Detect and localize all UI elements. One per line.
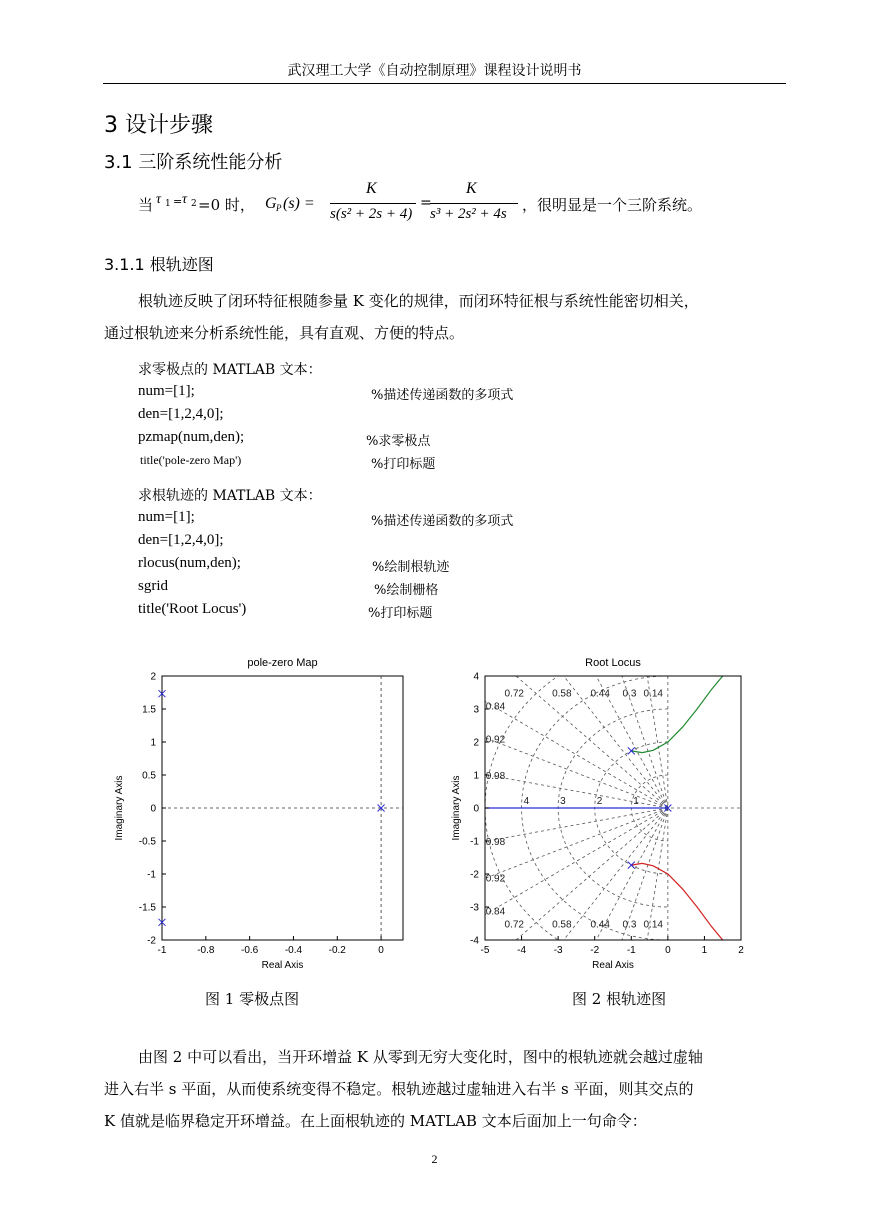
code2-line: sgrid	[138, 578, 168, 594]
code2-line: title('Root Locus')	[138, 601, 247, 617]
y-tick-label: 3	[473, 704, 479, 716]
chart-title: Root Locus	[585, 657, 641, 669]
formula-prefix: 当	[138, 196, 154, 214]
subsection-title: 3.1 三阶系统性能分析	[104, 152, 283, 173]
tau2-subscript: 2	[191, 199, 197, 209]
figure-1-caption: 图 1 零极点图	[205, 990, 300, 1008]
x-tick-label: -0.4	[284, 945, 303, 956]
code2-title: 求根轨迹的 MATLAB 文本：	[138, 488, 322, 504]
y-tick-label: -1	[470, 836, 479, 848]
code2-comment: %描述传递函数的多项式	[371, 514, 514, 529]
x-tick-label: -2	[590, 945, 600, 956]
x-tick-label: -1	[157, 945, 167, 956]
paragraph-1-line-2: 通过根轨迹来分析系统性能，具有直观、方便的特点。	[104, 324, 465, 342]
tau-equals: =	[173, 195, 183, 208]
y-tick-label: -3	[470, 902, 479, 914]
gp-symbol: G	[265, 195, 277, 212]
y-tick-label: 2	[473, 737, 479, 749]
tau1-symbol: τ	[156, 192, 162, 207]
x-axis-label: Real Axis	[592, 960, 634, 971]
code1-comment: %描述传递函数的多项式	[371, 388, 514, 403]
x-tick-label: 0	[665, 945, 671, 956]
y-tick-label: 1	[473, 770, 479, 782]
damping-label-bottom: 0.58	[552, 919, 572, 931]
gp-argument: (s) =	[283, 195, 315, 212]
zero-text: =0 时，	[198, 196, 255, 214]
y-tick-label: 0.5	[142, 770, 156, 782]
damping-label-upper: 0.92	[485, 734, 506, 746]
code1-comment: %求零极点	[366, 434, 431, 449]
figure-2-caption: 图 2 根轨迹图	[572, 990, 667, 1008]
y-tick-label: -1.5	[138, 902, 156, 914]
x-tick-label: -5	[480, 945, 490, 956]
damping-label-bottom: 0.14	[643, 919, 663, 931]
x-tick-label: 1	[701, 945, 708, 956]
code2-line: den=[1,2,4,0];	[138, 532, 224, 548]
x-tick-label: 2	[738, 945, 744, 956]
denominator-1: s(s² + 2s + 4)	[330, 206, 413, 222]
damping-label-bottom: 0.44	[590, 919, 610, 931]
y-tick-label: -2	[470, 869, 479, 881]
x-tick-label: -1	[626, 945, 636, 956]
numerator-1: K	[366, 180, 377, 197]
fraction-bar-2	[430, 203, 518, 204]
damping-label-upper: 0.98	[485, 771, 506, 782]
chart-title: pole-zero Map	[247, 657, 318, 669]
y-tick-label: -2	[147, 935, 156, 947]
paragraph-2-line-3: K 值就是临界稳定开环增益。在上面根轨迹的 MATLAB 文本后面加上一句命令：	[104, 1112, 647, 1130]
page-number: 2	[431, 1152, 438, 1166]
root-locus-chart	[445, 650, 765, 980]
code1-line: den=[1,2,4,0];	[138, 406, 224, 422]
damping-label-top: 0.14	[643, 688, 663, 700]
paragraph-1-line-1: 根轨迹反映了闭环特征根随参量 K 变化的规律，而闭环特征根与系统性能密切相关，	[138, 292, 699, 310]
y-tick-label: 1.5	[142, 704, 156, 716]
damping-label-lower: 0.98	[485, 837, 506, 848]
x-tick-label: -0.2	[328, 945, 346, 956]
damping-label-bottom: 0.72	[504, 919, 524, 931]
tau2-symbol: τ	[182, 192, 188, 207]
pole-zero-map-chart	[100, 650, 420, 980]
y-tick-label: 0	[473, 803, 479, 815]
wn-label: 4	[523, 796, 530, 807]
code1-line: pzmap(num,den);	[138, 429, 245, 445]
code2-comment: %绘制根轨迹	[372, 560, 450, 575]
tau1-subscript: 1	[165, 199, 171, 209]
y-tick-label: 1	[150, 737, 156, 749]
code2-line: rlocus(num,den);	[138, 555, 241, 571]
damping-label-top: 0.3	[622, 688, 637, 700]
damping-label-top: 0.72	[504, 688, 524, 700]
y-tick-label: 2	[150, 671, 156, 683]
x-tick-label: -3	[553, 945, 563, 956]
header-rule	[103, 83, 786, 84]
code2-comment: %打印标题	[368, 606, 433, 621]
damping-label-top: 0.44	[590, 688, 610, 700]
wn-label: 1	[633, 796, 639, 807]
formula-line	[138, 180, 778, 225]
y-tick-label: -0.5	[138, 836, 156, 848]
damping-label-upper: 0.84	[485, 701, 506, 713]
damping-label-top: 0.58	[552, 688, 572, 700]
numerator-2: K	[466, 180, 477, 197]
damping-label-bottom: 0.3	[622, 919, 637, 931]
y-tick-label: -4	[470, 935, 479, 947]
page-header: 武汉理工大学《自动控制原理》课程设计说明书	[287, 63, 582, 79]
code1-title: 求零极点的 MATLAB 文本：	[138, 362, 322, 378]
y-tick-label: 4	[473, 671, 479, 683]
x-tick-label: -0.8	[197, 945, 215, 956]
code2-line: num=[1];	[138, 509, 195, 525]
wn-label: 3	[560, 796, 566, 807]
code1-comment: %打印标题	[371, 457, 436, 472]
y-tick-label: 0	[150, 803, 156, 815]
damping-label-lower: 0.84	[485, 906, 506, 918]
x-axis-label: Real Axis	[261, 960, 304, 971]
denominator-2: s³ + 2s² + 4s	[430, 206, 507, 222]
code1-line: title('pole-zero Map')	[140, 453, 242, 467]
x-tick-label: 0	[378, 945, 384, 956]
fraction-bar-1	[330, 203, 416, 204]
y-axis-label: Imaginary Axis	[114, 775, 125, 841]
paragraph-2-line-2: 进入右半 s 平面，从而使系统变得不稳定。根轨迹越过虚轴进入右半 s 平面，则其交点的	[104, 1080, 694, 1098]
section-title: 3 设计步骤	[104, 113, 213, 138]
damping-label-lower: 0.92	[485, 873, 506, 885]
subsubsection-title: 3.1.1 根轨迹图	[104, 255, 214, 274]
wn-label: 2	[596, 796, 603, 807]
gp-subscript: P	[276, 203, 282, 213]
code2-comment: %绘制栅格	[374, 583, 439, 598]
y-axis-label: Imaginary Axis	[451, 775, 462, 841]
x-tick-label: -0.6	[241, 945, 259, 956]
x-tick-label: -4	[517, 945, 527, 956]
paragraph-2-line-1: 由图 2 中可以看出，当开环增益 K 从零到无穷大变化时，图中的根轨迹就会越过虚轴	[138, 1048, 703, 1066]
equals-2: =	[420, 195, 432, 211]
y-tick-label: -1	[147, 869, 156, 881]
formula-suffix: ，很明显是一个三阶系统。	[522, 196, 703, 214]
code1-line: num=[1];	[138, 383, 195, 399]
